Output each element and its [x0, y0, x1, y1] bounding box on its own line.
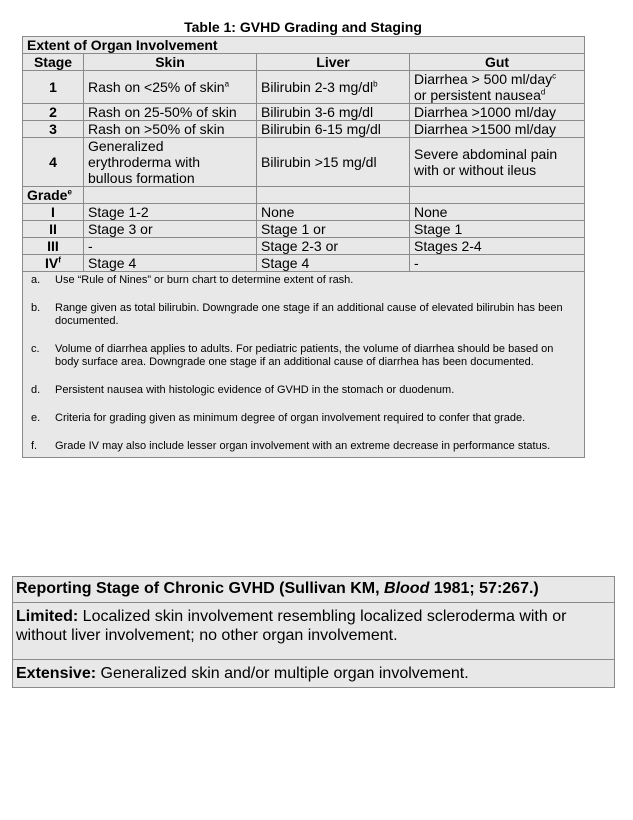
- stage-gut-line: Severe abdominal pain: [414, 146, 558, 162]
- stage-number: 1: [23, 71, 84, 104]
- extensive-label: Extensive:: [16, 665, 97, 682]
- header-stage: Stage: [23, 54, 84, 71]
- grade-liver-text: Stage 2-3 or: [257, 238, 410, 255]
- footnote-ref: e: [67, 187, 72, 197]
- empty-cell: [257, 187, 410, 204]
- stage-row-2: [23, 104, 585, 121]
- chronic-extensive: [16, 664, 611, 683]
- stage-skin-text: Rash on 25-50% of skin: [84, 104, 257, 121]
- grade-gut-text: None: [410, 204, 585, 221]
- grade-label-cell: [23, 187, 84, 204]
- extensive-text: Generalized skin and/or multiple organ involvement.: [96, 665, 469, 682]
- grade-row-3: [23, 238, 585, 255]
- stage-number: 4: [23, 138, 84, 187]
- stage-liver-text: Bilirubin 2-3 mg/dl: [261, 79, 374, 95]
- spacer: [16, 645, 611, 659]
- footnote-ref: f: [58, 255, 61, 265]
- stage-skin-cell: [84, 138, 257, 187]
- divider: [13, 659, 614, 660]
- grade-number: IV: [45, 255, 59, 271]
- chronic-title: [16, 579, 611, 598]
- grade-row-4: [23, 255, 585, 272]
- stage-liver-text: Bilirubin 6-15 mg/dl: [257, 121, 410, 138]
- stage-skin-line: bullous formation: [88, 170, 195, 186]
- footnote-text: Persistent nausea with histologic evidence of GVHD in the stomach or duodenum.: [55, 384, 455, 396]
- stage-gut-text: Diarrhea >1500 ml/day: [410, 121, 585, 138]
- footnote-text: Range given as total bilirubin. Downgrade one stage if an additional cause of elevated bilirubin has been documented.: [55, 302, 563, 327]
- footnote-item: [31, 274, 576, 287]
- stage-row-3: [23, 121, 585, 138]
- empty-cell: [410, 187, 585, 204]
- grade-gut-text: -: [410, 255, 585, 272]
- stage-skin-line: erythroderma with: [88, 154, 201, 170]
- grade-skin-text: Stage 4: [84, 255, 257, 272]
- footnote-ref: a: [224, 79, 230, 89]
- grade-liver-text: Stage 1 or: [257, 221, 410, 238]
- section-row-grade: [23, 187, 585, 204]
- footnote-ref: c: [552, 71, 557, 81]
- grade-liver-text: Stage 4: [257, 255, 410, 272]
- grade-number: II: [23, 221, 84, 238]
- limited-text: Localized skin involvement resembling localized scleroderma with or without liver involvement; no other organ involvement.: [16, 608, 567, 644]
- table-title: Table 1: GVHD Grading and Staging: [184, 19, 422, 35]
- gvhd-grading-table: [22, 36, 585, 458]
- empty-cell: [84, 187, 257, 204]
- stage-gut-line: or persistent nausea: [414, 87, 541, 103]
- grade-skin-text: Stage 1-2: [84, 204, 257, 221]
- grade-number-cell: [23, 255, 84, 272]
- grade-skin-text: -: [84, 238, 257, 255]
- stage-liver-text: Bilirubin >15 mg/dl: [257, 138, 410, 187]
- grade-number: III: [23, 238, 84, 255]
- header-skin: Skin: [84, 54, 257, 71]
- footnote-label: f.: [31, 440, 38, 452]
- footnote-label: b.: [31, 302, 41, 314]
- footnote-item: [31, 343, 576, 369]
- section-row-extent: [23, 37, 585, 54]
- stage-number: 2: [23, 104, 84, 121]
- grade-liver-text: None: [257, 204, 410, 221]
- footnote-text: Use “Rule of Nines” or burn chart to determine extent of rash.: [55, 274, 354, 286]
- footnote-item: [31, 412, 576, 425]
- footnote-item: [31, 440, 576, 453]
- header-liver: Liver: [257, 54, 410, 71]
- footnote-label: a.: [31, 274, 41, 286]
- header-gut: Gut: [410, 54, 585, 71]
- stage-gut-line: with or without ileus: [414, 162, 537, 178]
- stage-skin-line: Generalized: [88, 138, 164, 154]
- footnote-label: e.: [31, 412, 41, 424]
- stage-gut-cell: [410, 71, 585, 104]
- grade-number: I: [23, 204, 84, 221]
- grade-skin-text: Stage 3 or: [84, 221, 257, 238]
- footnote-label: c.: [31, 343, 40, 355]
- stage-skin-cell: [84, 71, 257, 104]
- stage-liver-text: Bilirubin 3-6 mg/dl: [257, 104, 410, 121]
- footnote-ref: d: [540, 87, 546, 97]
- chronic-title-journal: Blood: [384, 580, 430, 597]
- stage-gut-line: Diarrhea > 500 ml/day: [414, 71, 553, 87]
- footnote-label: d.: [31, 384, 41, 396]
- footnote-text: Volume of diarrhea applies to adults. For pediatric patients, the volume of diarrhea should be based on body surface area. Downgrade one stage if an additional cause of diarrhea has been documented.: [55, 343, 554, 368]
- grade-row-1: [23, 204, 585, 221]
- footnotes: [23, 272, 585, 458]
- header-row: [23, 54, 585, 71]
- grade-gut-text: Stages 2-4: [410, 238, 585, 255]
- chronic-title-prefix: Reporting Stage of Chronic GVHD (Sullivan KM,: [16, 580, 385, 597]
- chronic-gvhd-box: [12, 576, 615, 688]
- notes-row: [23, 272, 585, 458]
- limited-label: Limited:: [16, 608, 79, 625]
- stage-number: 3: [23, 121, 84, 138]
- stage-skin-text: Rash on <25% of skin: [88, 79, 225, 95]
- footnote-item: [31, 384, 576, 397]
- stage-row-1: [23, 71, 585, 104]
- grade-label: Grade: [27, 187, 68, 203]
- chronic-limited: [16, 607, 611, 645]
- footnote-item: [31, 302, 576, 328]
- stage-liver-cell: [257, 71, 410, 104]
- stage-row-4: [23, 138, 585, 187]
- section-extent-label: Extent of Organ Involvement: [23, 37, 585, 54]
- stage-gut-text: Diarrhea >1000 ml/day: [410, 104, 585, 121]
- grade-gut-text: Stage 1: [410, 221, 585, 238]
- footnote-ref: b: [373, 79, 378, 89]
- footnote-text: Criteria for grading given as minimum degree of organ involvement required to confer that grade.: [55, 412, 526, 424]
- footnote-text: Grade IV may also include lesser organ involvement with an extreme decrease in performance status.: [55, 440, 551, 452]
- grade-row-2: [23, 221, 585, 238]
- divider: [13, 602, 614, 603]
- stage-gut-cell: [410, 138, 585, 187]
- chronic-title-suffix: 1981; 57:267.): [429, 580, 539, 597]
- stage-skin-text: Rash on >50% of skin: [84, 121, 257, 138]
